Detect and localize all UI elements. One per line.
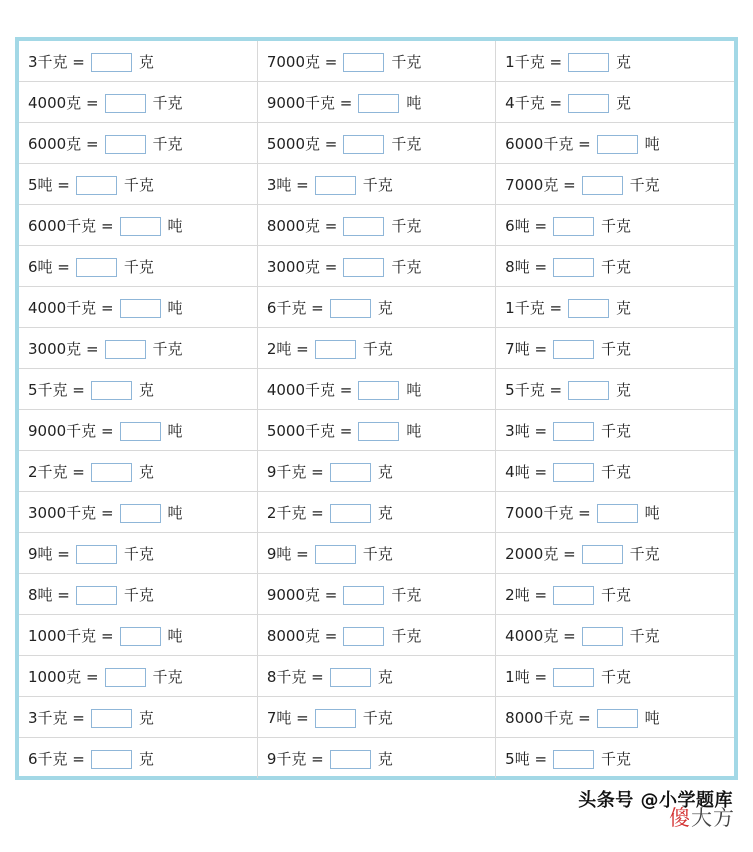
problem-expression: 2吨 = bbox=[505, 585, 548, 604]
table-row bbox=[19, 615, 734, 656]
problem-expression: 7000克 = bbox=[505, 175, 576, 194]
problem-cell bbox=[19, 492, 257, 533]
problem-cell bbox=[19, 123, 257, 164]
problem-cell bbox=[496, 574, 734, 615]
table-row bbox=[19, 287, 734, 328]
problem-cell bbox=[496, 328, 734, 369]
problem-cell bbox=[19, 328, 257, 369]
problem-expression: 5吨 = bbox=[505, 749, 548, 768]
problem-expression: 5000千克 = bbox=[266, 421, 353, 440]
table-row bbox=[19, 205, 734, 246]
problem-cell bbox=[496, 656, 734, 697]
answer-box[interactable] bbox=[343, 53, 384, 72]
target-unit: 吨 bbox=[644, 503, 660, 522]
answer-box[interactable] bbox=[91, 463, 132, 482]
target-unit: 克 bbox=[138, 462, 154, 481]
problem-cell bbox=[496, 697, 734, 738]
answer-box[interactable] bbox=[582, 545, 623, 564]
problem-expression: 2千克 = bbox=[28, 462, 85, 481]
problem-cell bbox=[257, 246, 495, 287]
answer-box[interactable] bbox=[76, 176, 117, 195]
target-unit: 吨 bbox=[406, 421, 422, 440]
problem-expression: 7000克 = bbox=[266, 52, 338, 71]
target-unit: 千克 bbox=[601, 339, 632, 358]
problem-cell bbox=[496, 492, 734, 533]
problem-expression: 8吨 = bbox=[28, 585, 70, 604]
problem-cell bbox=[257, 369, 495, 410]
problem-expression: 5千克 = bbox=[28, 380, 85, 399]
target-unit: 千克 bbox=[123, 175, 154, 194]
table-row bbox=[19, 492, 734, 533]
problem-cell bbox=[496, 205, 734, 246]
problem-cell bbox=[257, 287, 495, 328]
target-unit: 吨 bbox=[167, 626, 183, 645]
problem-expression: 2千克 = bbox=[266, 503, 324, 522]
table-row bbox=[19, 328, 734, 369]
target-unit: 克 bbox=[616, 52, 632, 71]
problem-cell bbox=[496, 164, 734, 205]
answer-box[interactable] bbox=[568, 299, 609, 318]
answer-box[interactable] bbox=[358, 381, 399, 400]
problem-expression: 7000千克 = bbox=[505, 503, 591, 522]
problem-expression: 5000克 = bbox=[266, 134, 338, 153]
problem-expression: 9000千克 = bbox=[28, 421, 114, 440]
problem-expression: 4千克 = bbox=[505, 93, 563, 112]
problem-expression: 7吨 = bbox=[505, 339, 548, 358]
problem-cell bbox=[257, 615, 495, 656]
answer-box[interactable] bbox=[330, 504, 371, 523]
problem-cell bbox=[496, 615, 734, 656]
target-unit: 克 bbox=[377, 298, 393, 317]
problem-expression: 3000千克 = bbox=[28, 503, 114, 522]
table-row bbox=[19, 410, 734, 451]
target-unit: 千克 bbox=[362, 175, 393, 194]
target-unit: 吨 bbox=[644, 708, 660, 727]
problem-expression: 8千克 = bbox=[266, 667, 324, 686]
answer-box[interactable] bbox=[582, 627, 623, 646]
target-unit: 吨 bbox=[167, 216, 183, 235]
problem-expression: 8000克 = bbox=[266, 216, 338, 235]
problem-cell bbox=[257, 656, 495, 697]
answer-box[interactable] bbox=[330, 750, 371, 769]
watermark bbox=[669, 802, 735, 832]
target-unit: 千克 bbox=[601, 216, 632, 235]
target-unit: 吨 bbox=[406, 380, 422, 399]
problem-cell bbox=[19, 82, 257, 123]
problem-expression: 6千克 = bbox=[266, 298, 324, 317]
table-row bbox=[19, 123, 734, 164]
problem-cell bbox=[257, 205, 495, 246]
problem-expression: 1吨 = bbox=[505, 667, 548, 686]
target-unit: 千克 bbox=[601, 749, 632, 768]
answer-box[interactable] bbox=[343, 586, 384, 605]
problem-expression: 6000千克 = bbox=[505, 134, 591, 153]
worksheet-frame bbox=[15, 37, 738, 780]
target-unit: 千克 bbox=[629, 544, 660, 563]
problem-cell bbox=[19, 451, 257, 492]
answer-box[interactable] bbox=[582, 176, 623, 195]
target-unit: 千克 bbox=[391, 626, 422, 645]
table-row bbox=[19, 738, 734, 779]
problem-cell bbox=[19, 246, 257, 287]
problem-cell bbox=[496, 533, 734, 574]
answer-box[interactable] bbox=[343, 135, 384, 154]
target-unit: 千克 bbox=[629, 175, 660, 194]
table-row bbox=[19, 533, 734, 574]
problem-expression: 9000克 = bbox=[266, 585, 338, 604]
problem-cell bbox=[19, 287, 257, 328]
problem-expression: 6千克 = bbox=[28, 749, 85, 768]
answer-box[interactable] bbox=[568, 94, 609, 113]
problem-expression: 3千克 = bbox=[28, 708, 85, 727]
problem-cell bbox=[496, 369, 734, 410]
problem-cell bbox=[257, 533, 495, 574]
answer-box[interactable] bbox=[91, 53, 132, 72]
problem-cell bbox=[496, 287, 734, 328]
problem-cell bbox=[257, 697, 495, 738]
problem-expression: 8000克 = bbox=[266, 626, 338, 645]
problem-expression: 3000克 = bbox=[28, 339, 99, 358]
conversion-table bbox=[19, 41, 734, 778]
table-row bbox=[19, 82, 734, 123]
target-unit: 吨 bbox=[167, 503, 183, 522]
answer-box[interactable] bbox=[120, 217, 161, 236]
target-unit: 千克 bbox=[391, 134, 422, 153]
problem-expression: 4000克 = bbox=[28, 93, 99, 112]
problem-expression: 1000千克 = bbox=[28, 626, 114, 645]
target-unit: 千克 bbox=[123, 544, 154, 563]
answer-box[interactable] bbox=[330, 463, 371, 482]
answer-box[interactable] bbox=[553, 668, 594, 687]
target-unit: 吨 bbox=[167, 421, 183, 440]
problem-cell bbox=[496, 451, 734, 492]
problem-expression: 6000千克 = bbox=[28, 216, 114, 235]
target-unit: 吨 bbox=[406, 93, 422, 112]
answer-box[interactable] bbox=[105, 340, 146, 359]
answer-box[interactable] bbox=[120, 504, 161, 523]
target-unit: 克 bbox=[138, 749, 154, 768]
answer-box[interactable] bbox=[76, 258, 117, 277]
watermark-accent: 傻 bbox=[669, 806, 691, 830]
answer-box[interactable] bbox=[553, 422, 594, 441]
problem-cell bbox=[496, 41, 734, 82]
answer-box[interactable] bbox=[120, 422, 161, 441]
target-unit: 克 bbox=[138, 380, 154, 399]
answer-box[interactable] bbox=[76, 545, 117, 564]
answer-box[interactable] bbox=[358, 422, 399, 441]
problem-cell bbox=[257, 41, 495, 82]
problem-cell bbox=[257, 82, 495, 123]
answer-box[interactable] bbox=[330, 299, 371, 318]
conversion-table-body bbox=[19, 41, 734, 778]
problem-expression: 9吨 = bbox=[28, 544, 70, 563]
target-unit: 千克 bbox=[391, 585, 422, 604]
answer-box[interactable] bbox=[91, 750, 132, 769]
target-unit: 千克 bbox=[601, 462, 632, 481]
problem-cell bbox=[19, 164, 257, 205]
problem-cell bbox=[19, 615, 257, 656]
answer-box[interactable] bbox=[553, 258, 594, 277]
target-unit: 克 bbox=[138, 708, 154, 727]
problem-cell bbox=[496, 82, 734, 123]
table-row bbox=[19, 574, 734, 615]
target-unit: 千克 bbox=[123, 257, 154, 276]
answer-box[interactable] bbox=[105, 94, 146, 113]
target-unit: 克 bbox=[138, 52, 154, 71]
problem-cell bbox=[19, 533, 257, 574]
problem-expression: 6吨 = bbox=[28, 257, 70, 276]
problem-expression: 1千克 = bbox=[505, 298, 563, 317]
problem-expression: 2000克 = bbox=[505, 544, 576, 563]
problem-cell bbox=[19, 656, 257, 697]
table-row bbox=[19, 369, 734, 410]
problem-cell bbox=[257, 738, 495, 779]
answer-box[interactable] bbox=[597, 504, 638, 523]
problem-expression: 9千克 = bbox=[266, 462, 324, 481]
target-unit: 克 bbox=[616, 380, 632, 399]
problem-expression: 8吨 = bbox=[505, 257, 548, 276]
answer-box[interactable] bbox=[315, 340, 356, 359]
problem-cell bbox=[496, 410, 734, 451]
answer-box[interactable] bbox=[330, 668, 371, 687]
table-row bbox=[19, 246, 734, 287]
target-unit: 千克 bbox=[152, 134, 183, 153]
target-unit: 克 bbox=[377, 667, 393, 686]
problem-cell bbox=[496, 738, 734, 779]
target-unit: 千克 bbox=[601, 667, 632, 686]
target-unit: 千克 bbox=[391, 257, 422, 276]
problem-expression: 9千克 = bbox=[266, 749, 324, 768]
problem-cell bbox=[257, 328, 495, 369]
answer-box[interactable] bbox=[120, 299, 161, 318]
answer-box[interactable] bbox=[91, 381, 132, 400]
problem-expression: 4吨 = bbox=[505, 462, 548, 481]
problem-expression: 1000克 = bbox=[28, 667, 99, 686]
table-row bbox=[19, 656, 734, 697]
problem-cell bbox=[19, 697, 257, 738]
answer-box[interactable] bbox=[343, 217, 384, 236]
target-unit: 千克 bbox=[152, 93, 183, 112]
answer-box[interactable] bbox=[553, 217, 594, 236]
answer-box[interactable] bbox=[91, 709, 132, 728]
problem-cell bbox=[19, 410, 257, 451]
answer-box[interactable] bbox=[120, 627, 161, 646]
problem-expression: 8000千克 = bbox=[505, 708, 591, 727]
target-unit: 克 bbox=[616, 298, 632, 317]
answer-box[interactable] bbox=[105, 135, 146, 154]
problem-cell bbox=[19, 41, 257, 82]
target-unit: 千克 bbox=[601, 421, 632, 440]
answer-box[interactable] bbox=[553, 463, 594, 482]
target-unit: 千克 bbox=[152, 339, 183, 358]
target-unit: 克 bbox=[377, 749, 393, 768]
problem-cell bbox=[257, 123, 495, 164]
target-unit: 克 bbox=[377, 462, 393, 481]
problem-cell bbox=[496, 123, 734, 164]
problem-expression: 4000千克 = bbox=[28, 298, 114, 317]
target-unit: 千克 bbox=[123, 585, 154, 604]
watermark-text: 大方 bbox=[691, 806, 735, 830]
problem-expression: 5千克 = bbox=[505, 380, 563, 399]
problem-expression: 7吨 = bbox=[266, 708, 309, 727]
answer-box[interactable] bbox=[76, 586, 117, 605]
problem-expression: 4000克 = bbox=[505, 626, 576, 645]
table-row bbox=[19, 451, 734, 492]
table-row bbox=[19, 164, 734, 205]
source-caption: 头条号 @小学题库 bbox=[578, 790, 733, 811]
problem-expression: 1千克 = bbox=[505, 52, 563, 71]
answer-box[interactable] bbox=[568, 381, 609, 400]
problem-expression: 3000克 = bbox=[266, 257, 338, 276]
target-unit: 吨 bbox=[644, 134, 660, 153]
target-unit: 克 bbox=[377, 503, 393, 522]
problem-cell bbox=[257, 164, 495, 205]
target-unit: 千克 bbox=[391, 216, 422, 235]
answer-box[interactable] bbox=[358, 94, 399, 113]
target-unit: 千克 bbox=[601, 257, 632, 276]
table-row bbox=[19, 41, 734, 82]
target-unit: 千克 bbox=[391, 52, 422, 71]
target-unit: 克 bbox=[616, 93, 632, 112]
answer-box[interactable] bbox=[343, 258, 384, 277]
problem-expression: 3吨 = bbox=[266, 175, 309, 194]
problem-expression: 2吨 = bbox=[266, 339, 309, 358]
answer-box[interactable] bbox=[315, 709, 356, 728]
problem-expression: 3吨 = bbox=[505, 421, 548, 440]
target-unit: 吨 bbox=[167, 298, 183, 317]
target-unit: 千克 bbox=[629, 626, 660, 645]
problem-expression: 3千克 = bbox=[28, 52, 85, 71]
problem-cell bbox=[19, 205, 257, 246]
answer-box[interactable] bbox=[568, 53, 609, 72]
answer-box[interactable] bbox=[597, 709, 638, 728]
problem-expression: 5吨 = bbox=[28, 175, 70, 194]
problem-expression: 9000千克 = bbox=[266, 93, 353, 112]
problem-cell bbox=[496, 246, 734, 287]
problem-cell bbox=[19, 574, 257, 615]
table-row bbox=[19, 697, 734, 738]
target-unit: 千克 bbox=[362, 339, 393, 358]
answer-box[interactable] bbox=[315, 176, 356, 195]
problem-expression: 6000克 = bbox=[28, 134, 99, 153]
problem-cell bbox=[257, 492, 495, 533]
answer-box[interactable] bbox=[343, 627, 384, 646]
answer-box[interactable] bbox=[105, 668, 146, 687]
target-unit: 千克 bbox=[152, 667, 183, 686]
problem-cell bbox=[257, 574, 495, 615]
answer-box[interactable] bbox=[597, 135, 638, 154]
problem-expression: 9吨 = bbox=[266, 544, 309, 563]
target-unit: 千克 bbox=[362, 708, 393, 727]
problem-cell bbox=[257, 410, 495, 451]
problem-expression: 6吨 = bbox=[505, 216, 548, 235]
answer-box[interactable] bbox=[553, 586, 594, 605]
target-unit: 千克 bbox=[362, 544, 393, 563]
target-unit: 千克 bbox=[601, 585, 632, 604]
problem-cell bbox=[257, 451, 495, 492]
problem-cell bbox=[19, 738, 257, 779]
problem-expression: 4000千克 = bbox=[266, 380, 353, 399]
problem-cell bbox=[19, 369, 257, 410]
answer-box[interactable] bbox=[553, 750, 594, 769]
answer-box[interactable] bbox=[553, 340, 594, 359]
answer-box[interactable] bbox=[315, 545, 356, 564]
